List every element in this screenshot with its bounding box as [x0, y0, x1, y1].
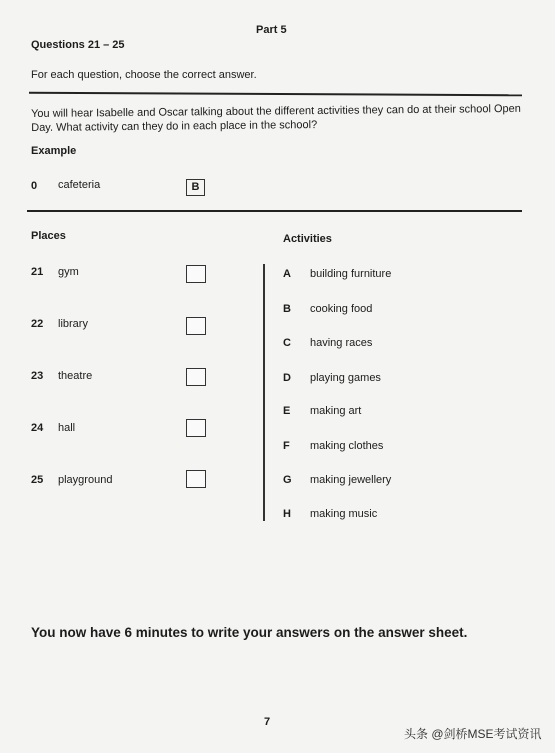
activity-letter: G [283, 474, 292, 486]
place-name: theatre [58, 370, 93, 382]
activity-letter: E [283, 405, 291, 417]
page-number: 7 [264, 716, 271, 728]
place-number: 23 [31, 370, 44, 382]
column-divider [263, 264, 265, 521]
activity-name: cooking food [310, 303, 373, 315]
example-answer-box: B [186, 179, 205, 196]
activity-letter: C [283, 337, 291, 349]
divider-middle [27, 210, 522, 212]
place-name: playground [58, 474, 113, 486]
example-place: cafeteria [58, 179, 101, 191]
activity-letter: A [283, 268, 291, 280]
questions-range: Questions 21 – 25 [31, 39, 125, 51]
divider-top [29, 92, 522, 96]
activity-name: making art [310, 405, 362, 417]
time-instruction: You now have 6 minutes to write your answers on the answer sheet. [31, 625, 468, 640]
activity-name: making clothes [310, 440, 384, 452]
activity-name: building furniture [310, 268, 392, 280]
place-number: 24 [31, 422, 44, 434]
watermark: 头条 @剑桥MSE考试资讯 [404, 727, 542, 741]
activity-name: making jewellery [310, 474, 392, 486]
answer-box-21[interactable] [186, 265, 206, 283]
place-name: gym [58, 266, 79, 278]
example-label: Example [31, 145, 77, 157]
part-title: Part 5 [256, 24, 287, 36]
place-name: hall [58, 422, 76, 434]
activity-letter: H [283, 508, 291, 520]
answer-box-22[interactable] [186, 317, 206, 335]
place-name: library [58, 318, 88, 330]
place-number: 25 [31, 474, 44, 486]
activity-name: playing games [310, 372, 381, 384]
activity-letter: B [283, 303, 291, 315]
answer-box-25[interactable] [186, 470, 206, 488]
answer-box-24[interactable] [186, 419, 206, 437]
places-heading: Places [31, 230, 66, 242]
place-number: 21 [31, 266, 44, 278]
activity-letter: D [283, 372, 291, 384]
example-number: 0 [31, 180, 38, 192]
instruction-text: For each question, choose the correct answer. [31, 69, 257, 81]
answer-box-23[interactable] [186, 368, 206, 386]
activity-name: having races [310, 337, 373, 349]
intro-text: You will hear Isabelle and Oscar talking about the different activities they can do at their school Open Day. What activity can they do in each place in the school? [31, 102, 521, 134]
activities-heading: Activities [283, 233, 332, 245]
activity-name: making music [310, 508, 378, 520]
place-number: 22 [31, 318, 44, 330]
activity-letter: F [283, 440, 290, 452]
